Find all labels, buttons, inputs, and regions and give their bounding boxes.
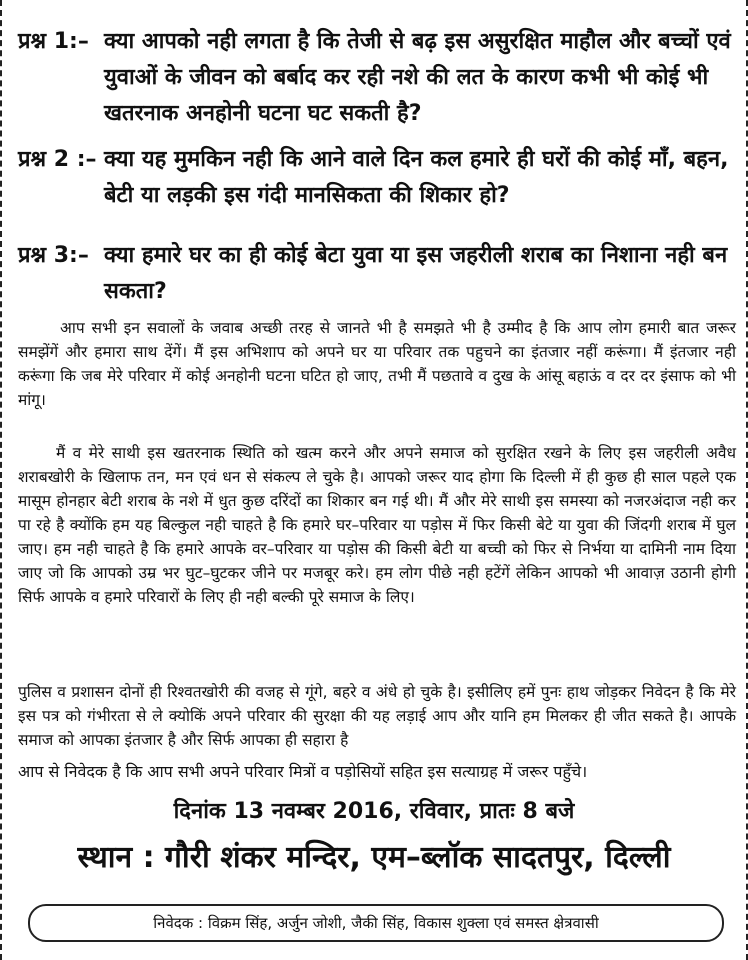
signatories-box: निवेदक : विक्रम सिंह, अर्जुन जोशी, जैकी सिंह, विकास शुक्ला एवं समस्त क्षेत्रवासी: [28, 904, 724, 942]
question-2: [18, 142, 736, 214]
question-1-text: क्या आपको नही लगता है कि तेजी से बढ़ इस असुरक्षित माहौल और बच्चों एवं युवाओं के जीवन को बर्बाद कर रही नशे की लत के कारण कभी भी कोई भी खतरनाक अनहोनी घटना घट सकती है?: [104, 29, 731, 126]
paragraph-answers-known: आप सभी इन सवालों के जवाब अच्छी तरह से जानते भी है समझते भी है उम्मीद है कि आप लोग हमारी बात जरूर समझेंगें और हमारा साथ देंगें। मैं इस अभिशाप को अपने घर या परिवार तक पहुचने का इंतजार नहीं करूंगा। मैं इंतजार नही करूंगा कि जब मेरे परिवार में कोई अनहोनी घटना घटित हो जाए, तभी मैं पछतावे व दुख के आंसू बहाऊं व दर दर इंसाफ को भी मांगू।: [18, 319, 736, 409]
paragraph-police-appeal: पुलिस व प्रशासन दोनों ही रिश्वतखोरी की वजह से गूंगे, बहरे व अंधे हो चुके है। इसीलिए हमें पुनः हाथ जोड़कर निवेदन है कि मेरे इस पत्र को गंभीरता से ले क्योकिं अपने परिवार की सुरक्षा की यह लड़ाई आप और यानि हम मिलकर ही जीत सकते है। आपके समाज को आपका इंतजार है और सिर्फ आपका ही सहारा है: [18, 683, 736, 749]
question-3: [18, 238, 736, 310]
paragraph-resolve: मैं व मेरे साथी इस खतरनाक स्थिति को खत्म करने और अपने समाज को सुरक्षित रखने के लिए इस जहरीली अवैध शराबखोरी के खिलाफ तन, मन एवं धन से संकल्प ले चुके है। आपको जरूर याद होगा कि दिल्ली में ही कुछ ही साल पहले एक मासूम होनहार बेटी शराब के नशे में धुत कुछ दरिंदों का शिकार बन गई थी। मैं और मेरे साथी इस समस्या को नजरअंदाज नही कर पा रहे है क्योंकि हम यह बिल्कुल नही चाहते है कि हमारे घर–परिवार या पड़ोस में फिर किसी बेटे या युवा की जिंदगी शराब में घुल जाए। हम नही चाहते है कि हमारे आपके वर–परिवार या पड़ोस की किसी बेटी या बच्ची को फिर से निर्भया या दामिनी नाम दिया जाए जो कि आपको उम्र भर घुट–घुटकर जीने पर मजबूर करे। हम लोग पीछे नही हटेंगें लेकिन आपको भी आवाज़ उठानी होगी सिर्फ आपके व हमारे परिवारों के लिए ही नही बल्की पूरे समाज के लिए।: [18, 444, 736, 606]
question-1: [18, 24, 736, 132]
question-1-label: प्रश्न 1:–: [18, 29, 89, 54]
question-2-label: प्रश्न 2 :–: [18, 147, 97, 172]
question-3-label: प्रश्न 3:–: [18, 243, 89, 268]
paragraph-invitation: आप से निवेदक है कि आप सभी अपने परिवार मित्रों व पड़ोसियों सहित इस सत्याग्रह में जरूर पहुँचे।: [18, 762, 588, 781]
event-venue: स्थान : गौरी शंकर मन्दिर, एम–ब्लॉक सादतपुर, दिल्ली: [77, 840, 671, 875]
event-date: दिनांक 13 नवम्बर 2016, रविवार, प्रातः 8 बजे: [173, 799, 575, 824]
question-2-text: क्या यह मुमकिन नही कि आने वाले दिन कल हमारे ही घरों की कोई माँ, बहन, बेटी या लड़की इस गंदी मानसिकता की शिकार हो?: [104, 147, 729, 208]
question-3-text: क्या हमारे घर का ही कोई बेटा युवा या इस जहरीली शराब का निशाना नही बन सकता?: [104, 243, 728, 304]
